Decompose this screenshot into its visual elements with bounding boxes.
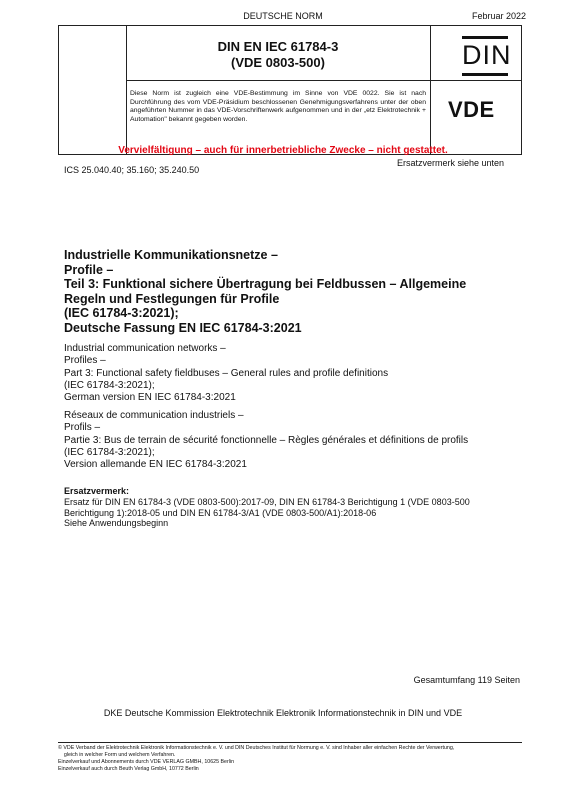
header-standard-type: DEUTSCHE NORM (243, 11, 323, 21)
document-number-block (126, 39, 430, 71)
frame-divider-right (430, 25, 431, 155)
vde-note: Diese Norm ist zugleich eine VDE-Bestimmung im Sinne von VDE 0022. Sie ist nach Durchführung des vom VDE-Präsidium beschlossenen Genehmigungsverfahrens unter der oben angeführten Nummer in das VDE-Vorschriftenwerk aufgenommen und in der „etz Elektrotechnik + Automation" bekannt gegeben worden. (130, 90, 426, 123)
footer-line: Einzelverkauf und Abonnements durch VDE VERLAG GMBH, 10625 Berlin (58, 759, 235, 765)
title-line: Industrial communication networks – (64, 343, 226, 354)
copyright-footer (58, 745, 558, 773)
footer-line: gleich in welcher Form und welchem Verfahren. (58, 752, 176, 758)
title-line: (IEC 61784-3:2021); (64, 446, 155, 458)
title-english (64, 343, 504, 404)
title-line: Profile – (64, 262, 114, 277)
title-line: Part 3: Functional safety fieldbuses – General rules and profile definitions (64, 367, 389, 379)
title-line: German version EN IEC 61784-3:2021 (64, 392, 236, 404)
replacement-line: Berichtigung 1):2018-05 und DIN EN 61784-3/A1 (VDE 0803-500/A1):2018-06 (64, 507, 377, 518)
vde-logo: VDE (448, 97, 495, 122)
din-logo (462, 36, 512, 76)
title-line: Partie 3: Bus de terrain de sécurité fonctionnelle – Règles générales et définitions de profils (64, 434, 469, 446)
title-line: Teil 3: Funktional sichere Übertragung bei Feldbussen – Allgemeine (64, 277, 467, 292)
title-line: (IEC 61784-3:2021); (64, 379, 155, 391)
header-date: Februar 2022 (471, 11, 526, 21)
reproduction-notice: Vervielfältigung – auch für innerbetriebliche Zwecke – nicht gestattet. (118, 145, 448, 156)
replacement-heading: Ersatzvermerk: (64, 486, 130, 496)
din-logo-bottom-bar (462, 73, 508, 76)
title-line: (IEC 61784-3:2021); (64, 306, 179, 321)
document-number: DIN EN IEC 61784-3 (217, 39, 339, 54)
title-german (64, 248, 494, 336)
frame-divider-horizontal (126, 80, 522, 81)
title-line: Profiles – (64, 355, 106, 367)
title-line: Regeln und Festlegungen für Profile (64, 291, 280, 306)
title-line: Profils – (64, 422, 101, 434)
replacement-hint: Ersatzvermerk siehe unten (396, 158, 504, 168)
total-pages: Gesamtumfang 119 Seiten (413, 675, 520, 685)
din-logo-top-bar (462, 36, 508, 39)
title-line: Industrielle Kommunikationsnetze – (64, 248, 278, 262)
footer-line: © VDE Verband der Elektrotechnik Elektronik Informationstechnik e. V. und DIN Deutsches Institut für Normung e. V. sind Inhaber aller einfachen Rechte der Verwertung, (58, 745, 455, 751)
title-line: Réseaux de communication industriels – (64, 410, 244, 421)
replacement-line: Ersatz für DIN EN 61784-3 (VDE 0803-500):2017-09, DIN EN 61784-3 Berichtigung 1 (VDE 0803-500 (64, 496, 470, 507)
title-line: Version allemande EN IEC 61784-3:2021 (64, 459, 247, 471)
title-line: Deutsche Fassung EN IEC 61784-3:2021 (64, 320, 302, 335)
footer-divider (58, 742, 522, 743)
title-french (64, 410, 534, 471)
footer-line: Einzelverkauf auch durch Beuth Verlag GmbH, 10772 Berlin (58, 766, 199, 772)
replacement-note (64, 486, 524, 529)
din-logo-text: DIN (462, 40, 512, 70)
ics-codes: ICS 25.040.40; 35.160; 35.240.50 (64, 165, 200, 175)
dke-line: DKE Deutsche Kommission Elektrotechnik Elektronik Informationstechnik in DIN und VDE (103, 708, 463, 718)
replacement-line: Siehe Anwendungsbeginn (64, 518, 169, 529)
vde-classification: (VDE 0803-500) (231, 55, 325, 70)
